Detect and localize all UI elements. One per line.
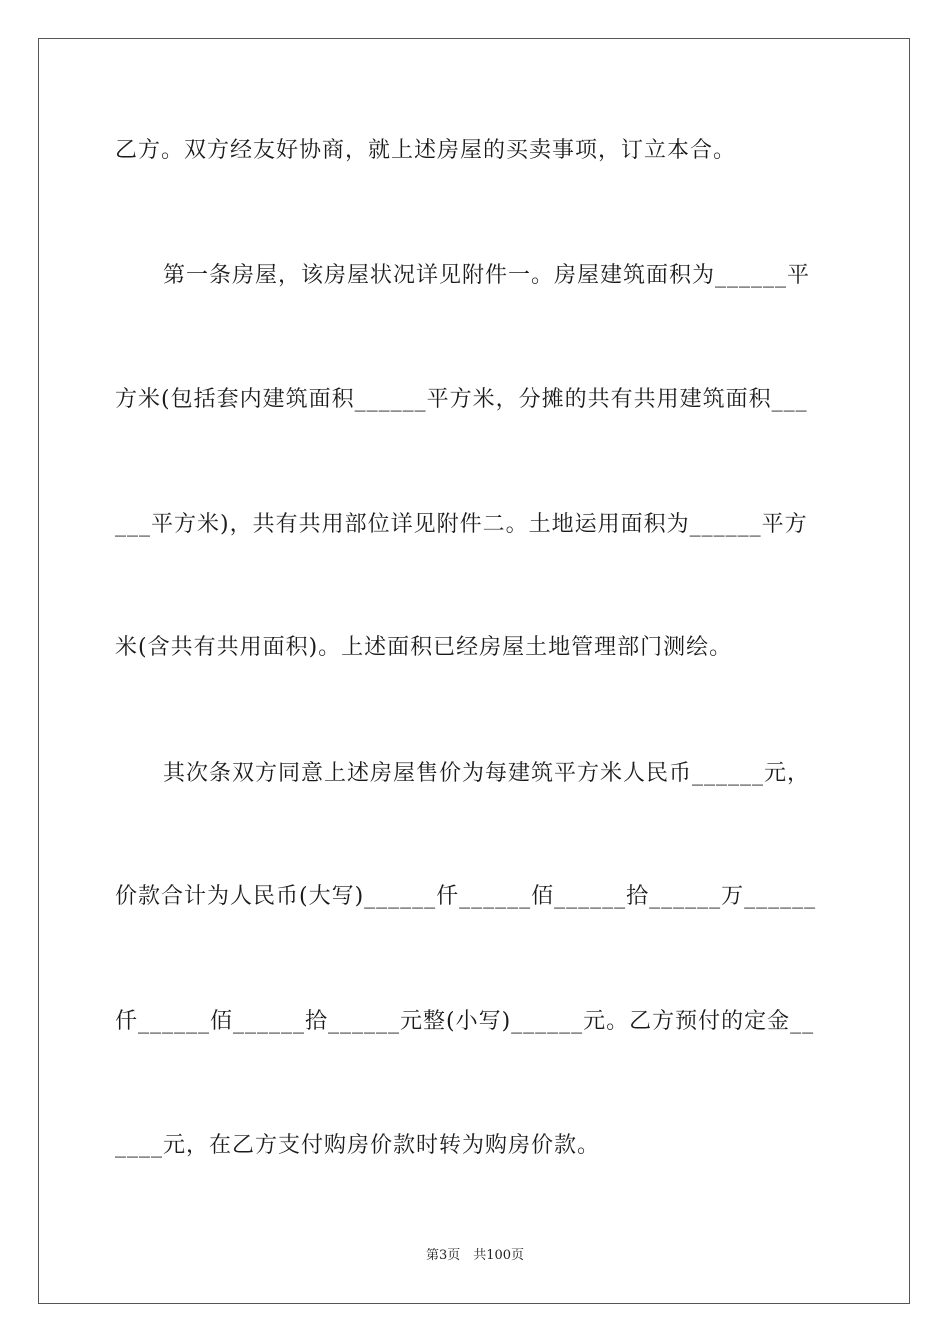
text-line-2: 第一条房屋，该房屋状况详见附件一。房屋建筑面积为______平 [163,263,811,288]
text-line-7: 价款合计为人民币(大写)______仟______佰______拾______万______ [115,884,817,909]
text-line-4: ___平方米)，共有共用部位详见附件二。土地运用面积为______平方 [115,512,808,537]
page-frame [38,38,910,1304]
text-line-3: 方米(包括套内建筑面积______平方米，分摊的共有共用建筑面积___ [115,387,808,412]
text-line-5: 米(含共有共用面积)。上述面积已经房屋土地管理部门测绘。 [115,635,733,660]
text-line-6: 其次条双方同意上述房屋售价为每建筑平方米人民币______元， [163,761,811,786]
text-line-9: ____元，在乙方支付购房价款时转为购房价款。 [115,1133,601,1158]
text-line-1: 乙方。双方经友好协商，就上述房屋的买卖事项，订立本合。 [115,138,737,163]
page-number-footer: 第3页 共100页 [425,1248,525,1263]
text-line-8: 仟______佰______拾______元整(小写)______元。乙方预付的定金__ [115,1009,815,1034]
